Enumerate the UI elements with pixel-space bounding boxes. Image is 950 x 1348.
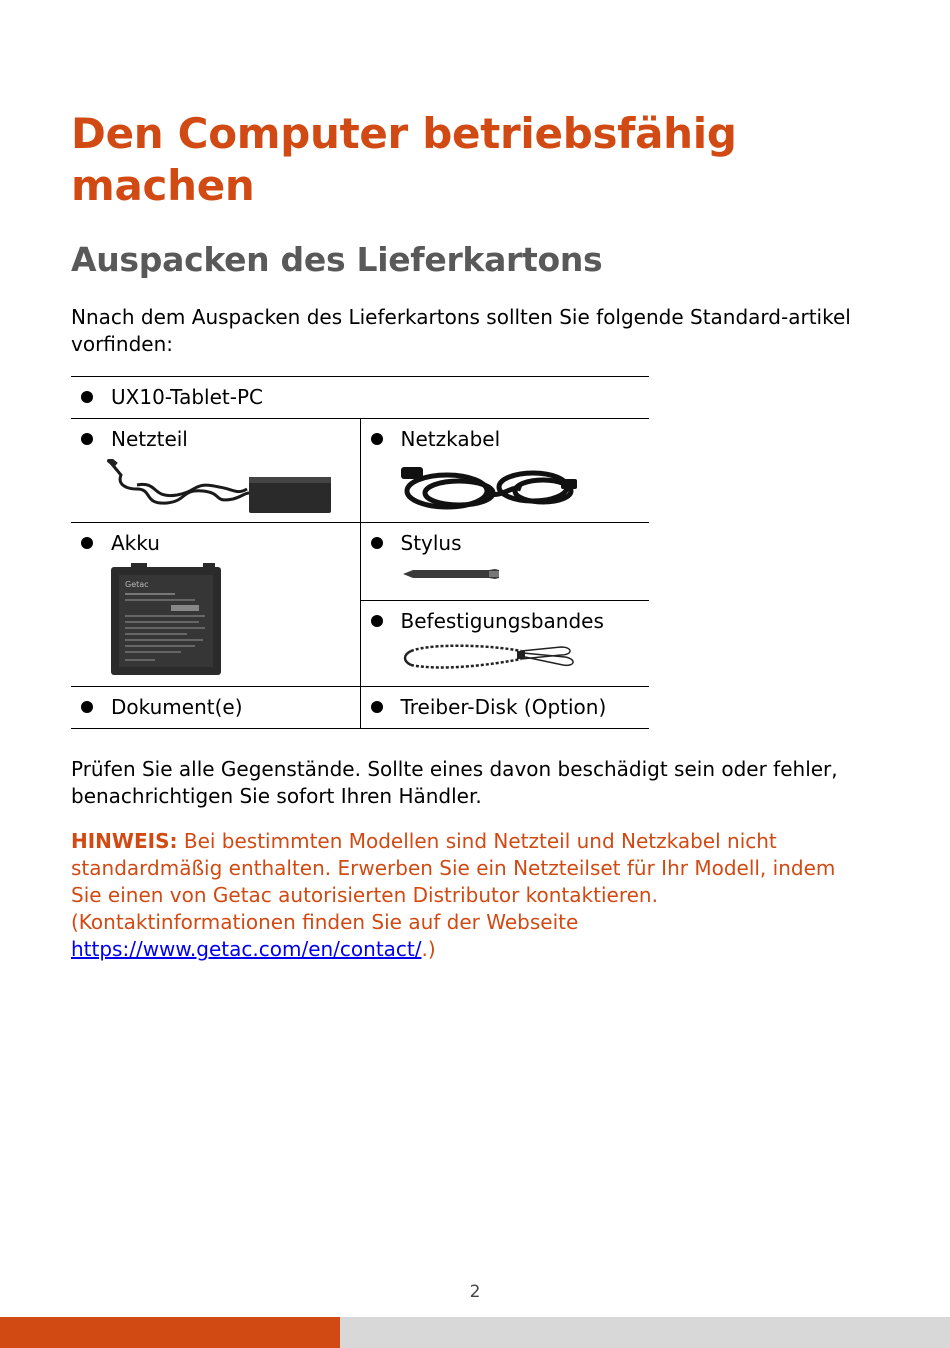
row-tablet bbox=[71, 377, 649, 419]
page-title: Den Computer betriebsfähig machen bbox=[71, 109, 737, 210]
package-contents-table bbox=[71, 376, 649, 729]
item-battery-label: Akku bbox=[111, 531, 160, 555]
footer-gray-bar bbox=[340, 1317, 950, 1348]
battery-image bbox=[109, 563, 225, 677]
note-label: HINWEIS: bbox=[71, 829, 178, 853]
tether-image bbox=[401, 641, 581, 671]
bullet-icon bbox=[81, 433, 93, 445]
cell-battery bbox=[71, 523, 360, 687]
battery-brand-text: Getac bbox=[125, 580, 149, 589]
item-driver-disk-label: Treiber-Disk (Option) bbox=[400, 695, 607, 719]
cell-adapter bbox=[71, 419, 360, 523]
check-text: Prüfen Sie alle Gegenstände. Sollte eines davon beschädigt sein oder fehler, benachrichtigen Sie sofort Ihren Händler. bbox=[71, 757, 838, 808]
intro-text: Nnach dem Auspacken des Lieferkartons sollten Sie folgende Standard-artikel vorfinden: bbox=[71, 305, 851, 356]
item-stylus-label: Stylus bbox=[400, 531, 462, 555]
bullet-icon bbox=[81, 391, 93, 403]
section-heading: Auspacken des Lieferkartons bbox=[71, 240, 603, 279]
note-paragraph bbox=[71, 828, 861, 963]
ac-adapter-image bbox=[107, 459, 337, 517]
stylus-image bbox=[401, 565, 511, 585]
item-tether-label: Befestigungsbandes bbox=[400, 609, 604, 633]
bullet-icon bbox=[371, 537, 383, 549]
item-cable-label: Netzkabel bbox=[400, 427, 501, 451]
bullet-icon bbox=[371, 615, 383, 627]
note-text: Bei bestimmten Modellen sind Netzteil und Netzkabel nicht standardmäßig enthalten. Erwerben Sie ein Netzteilset für Ihr Modell, indem Sie einen von Getac autorisierten Distributor kontaktieren. (Kontaktinformationen finden Sie auf der Webseite bbox=[71, 829, 836, 934]
bullet-icon bbox=[371, 701, 383, 713]
bullet-icon bbox=[371, 433, 383, 445]
cell-stylus bbox=[360, 523, 649, 601]
contact-link[interactable]: https://www.getac.com/en/contact/ bbox=[71, 937, 422, 961]
note-suffix: .) bbox=[421, 937, 436, 961]
power-cable-image bbox=[401, 459, 581, 517]
bullet-icon bbox=[81, 537, 93, 549]
page-number: 2 bbox=[469, 1282, 481, 1302]
item-documents-label: Dokument(e) bbox=[111, 695, 243, 719]
cell-cable bbox=[360, 419, 649, 523]
footer-accent-bar bbox=[0, 1317, 340, 1348]
item-tablet-label: UX10-Tablet-PC bbox=[111, 385, 263, 409]
cell-driver-disk bbox=[360, 687, 649, 729]
cell-documents bbox=[71, 687, 360, 729]
cell-tether bbox=[360, 601, 649, 687]
bullet-icon bbox=[81, 701, 93, 713]
item-adapter-label: Netzteil bbox=[111, 427, 188, 451]
